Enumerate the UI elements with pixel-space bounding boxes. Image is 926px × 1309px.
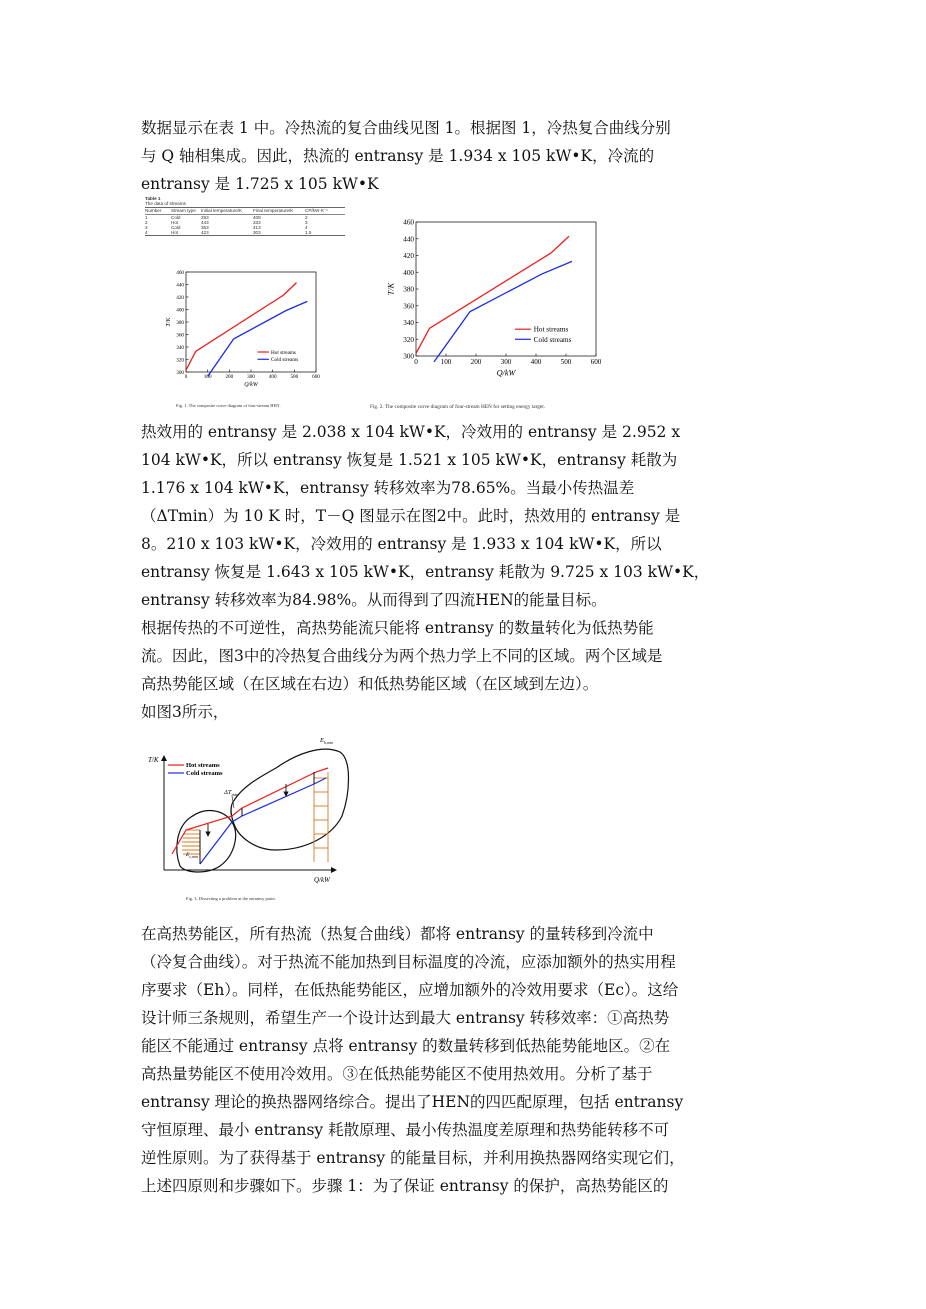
table-cell: 333 (253, 220, 261, 225)
hot-composite-curve (172, 768, 328, 854)
text-line: 与 Q 轴相集成。因此，热流的 entransy 是 1.934 x 105 kW•K，冷流的 (141, 147, 655, 165)
x-tick-label: 200 (470, 358, 482, 367)
table-row (145, 230, 345, 235)
legend-hot-label: Hot streams (271, 349, 296, 356)
delta-tmin-label: $\Delta T_{min}$ (224, 789, 239, 797)
y-tick-label: 440 (176, 282, 184, 289)
eh-hatching (314, 772, 328, 862)
table-cell: 3 (305, 220, 308, 225)
x-tick-label: 200 (225, 374, 234, 381)
table-cell: Cold (171, 225, 181, 230)
y-tick-label: 380 (403, 285, 414, 294)
table-cell: 408 (253, 215, 261, 220)
text-line: （ΔTmin）为 10 K 时，T－Q 图显示在图2中。此时，热效用的 entransy 是 (141, 507, 681, 525)
legend-cold-label: Cold streams (533, 335, 572, 344)
table-header-row (145, 208, 345, 214)
table-cell: 303 (253, 230, 261, 235)
text-line: 逆性原则。为了获得基于 entransy 的能量目标，并利用换热器网络实现它们， (141, 1149, 685, 1167)
table-header: Number (145, 208, 162, 213)
eh-label: $E_{h,min}$ (320, 737, 333, 745)
table-header: Final temperature/K (253, 208, 294, 213)
text-line: 设计师三条规则，希望生产一个设计达到最大 entransy 转移效率：①高热势 (141, 1009, 670, 1027)
x-tick-label: 0 (414, 358, 418, 367)
text-line: entransy 恢复是 1.643 x 105 kW•K，entransy 耗散为 9.725 x 103 kW•K， (141, 563, 710, 581)
text-line: 8。210 x 103 kW•K，冷效用的 entransy 是 1.933 x 104 kW•K，所以 (141, 535, 662, 553)
x-tick-label: 100 (203, 374, 212, 381)
text-line: 上述四原则和步骤如下。步骤 1：为了保证 entransy 的保护，高热势能区的 (141, 1177, 669, 1195)
text-line: 根据传热的不可逆性，高热势能流只能将 entransy 的数量转化为低热势能 (141, 619, 654, 637)
y-tick-label: 460 (403, 218, 414, 227)
high-potential-region (231, 749, 349, 850)
x-tick-label: 0 (184, 374, 188, 381)
table-cell: Hot (171, 220, 179, 225)
legend-cold-label: Cold streams (271, 357, 299, 364)
table-cell: 3 (145, 225, 148, 230)
text-line: 高热量势能区不使用冷效用。③在低热能势能区不使用热效用。分析了基于 (141, 1065, 653, 1083)
text-line: 在高热势能区，所有热流（热复合曲线）都将 entransy 的量转移到冷流中 (141, 925, 654, 943)
fig1-chart (148, 262, 328, 412)
table-cell: 423 (201, 230, 209, 235)
fig2-caption: Fig. 2. The composite curve diagram of four-stream HEN for setting energy target. (370, 404, 546, 410)
x-axis-label: Q/kW (314, 876, 330, 884)
y-tick-label: 300 (176, 369, 184, 376)
x-tick-label: 300 (247, 374, 255, 381)
legend-hot-label: Hot streams (533, 325, 569, 334)
text-line: 数据显示在表 1 中。冷热流的复合曲线见图 1。根据图 1，冷热复合曲线分别 (141, 119, 671, 137)
y-axis-label: T/K (148, 756, 159, 764)
cold-composite-curve (208, 301, 308, 376)
table-cell: 443 (201, 220, 209, 225)
legend-cold-label: Cold streams (186, 770, 223, 777)
text-line: 如图3所示， (141, 703, 229, 721)
x-tick-label: 500 (290, 374, 299, 381)
fig3-caption: Fig. 3. Dissecting a problem at the entransy point. (186, 896, 276, 901)
middle-paragraph (141, 418, 781, 726)
table-header: Initial temperature/K (201, 208, 243, 213)
text-line: 守恒原理、最小 entransy 耗散原理、最小传热温度差原理和热势能转移不可 (141, 1121, 670, 1139)
y-axis-label: T/K (386, 282, 396, 296)
low-potential-region (177, 811, 236, 872)
y-tick-label: 420 (403, 252, 414, 261)
table-cell: 2 (145, 220, 148, 225)
cold-composite-curve (434, 261, 572, 362)
y-tick-label: 320 (176, 357, 184, 364)
x-axis-label: Q/kW (244, 382, 258, 389)
table-cell: Hot (171, 230, 179, 235)
ec-hatching (182, 830, 200, 854)
x-tick-label: 400 (268, 374, 277, 381)
y-axis-label: T/K (165, 317, 172, 327)
legend-hot-label: Hot streams (186, 762, 220, 769)
text-line: 104 kW•K，所以 entransy 恢复是 1.521 x 105 kW•K，entransy 耗散为 (141, 451, 678, 469)
table-subtitle: The data of streams (145, 201, 186, 206)
text-line: 序要求（Eh）。同样，在低热能势能区，应增加额外的冷效用要求（Ec）。这给 (141, 981, 679, 999)
x-tick-label: 400 (530, 358, 542, 367)
y-tick-label: 440 (403, 235, 414, 244)
fig1-caption: Fig. 1. The composite curve diagram of four-stream HEN. (176, 403, 281, 408)
y-tick-label: 360 (176, 332, 184, 339)
x-tick-label: 100 (440, 358, 452, 367)
text-line: 1.176 x 104 kW•K，entransy 转移效率为78.65%。当最小传热温差 (141, 479, 635, 497)
x-tick-label: 500 (560, 358, 572, 367)
text-line: （冷复合曲线）。对于热流不能加热到目标温度的冷流，应添加额外的热实用程 (141, 953, 676, 971)
table-cell: Cold (171, 215, 181, 220)
cold-composite-curve (200, 778, 326, 864)
x-axis-label: Q/kW (496, 368, 516, 378)
table-cell: 1.5 (305, 230, 312, 235)
text-line: 高热势能区域（在区域在右边）和低热势能区域（在区域到左边）。 (141, 675, 599, 693)
fig2-chart (362, 208, 612, 412)
table-title: Table 1 (145, 196, 161, 201)
y-tick-label: 420 (176, 294, 184, 301)
table-1 (145, 196, 345, 258)
table-cell: 2 (305, 215, 308, 220)
y-tick-label: 380 (176, 319, 184, 326)
y-tick-label: 400 (403, 268, 414, 277)
table-cell: 4 (145, 230, 148, 235)
y-tick-label: 300 (403, 352, 414, 361)
table-cell: 353 (201, 225, 209, 230)
text-line: 流。因此，图3中的冷热复合曲线分为两个热力学上不同的区域。两个区域是 (141, 647, 663, 665)
ec-label: $E_{c,min}$ (186, 852, 199, 859)
text-line: 能区不能通过 entransy 点将 entransy 的数量转移到低热能势能地区。②在 (141, 1037, 671, 1055)
text-line: entransy 转移效率为84.98%。从而得到了四流HEN的能量目标。 (141, 591, 607, 609)
intro-paragraph (141, 114, 781, 198)
table-header: Stream type (171, 208, 196, 213)
x-tick-label: 300 (500, 358, 512, 367)
text-line: entransy 是 1.725 x 105 kW•K (141, 175, 379, 193)
y-tick-label: 340 (176, 344, 184, 351)
text-line: 热效用的 entransy 是 2.038 x 104 kW•K，冷效用的 entransy 是 2.952 x (141, 423, 681, 441)
y-tick-label: 400 (176, 307, 184, 314)
table-cell: 1 (145, 215, 148, 220)
y-tick-label: 460 (176, 269, 184, 276)
fig3-diagram (146, 732, 356, 904)
final-paragraph (141, 920, 781, 1200)
table-cell: 4 (305, 225, 308, 230)
table-cell: 413 (253, 225, 261, 230)
x-tick-label: 600 (590, 358, 602, 367)
x-tick-label: 600 (312, 374, 320, 381)
table-cell: 293 (201, 215, 209, 220)
text-line: entransy 理论的换热器网络综合。提出了HEN的四匹配原理，包括 entransy (141, 1093, 684, 1111)
y-tick-label: 360 (403, 302, 414, 311)
table-header: CP/kW·K⁻¹ (305, 208, 328, 213)
y-tick-label: 320 (403, 335, 414, 344)
y-tick-label: 340 (403, 319, 414, 328)
